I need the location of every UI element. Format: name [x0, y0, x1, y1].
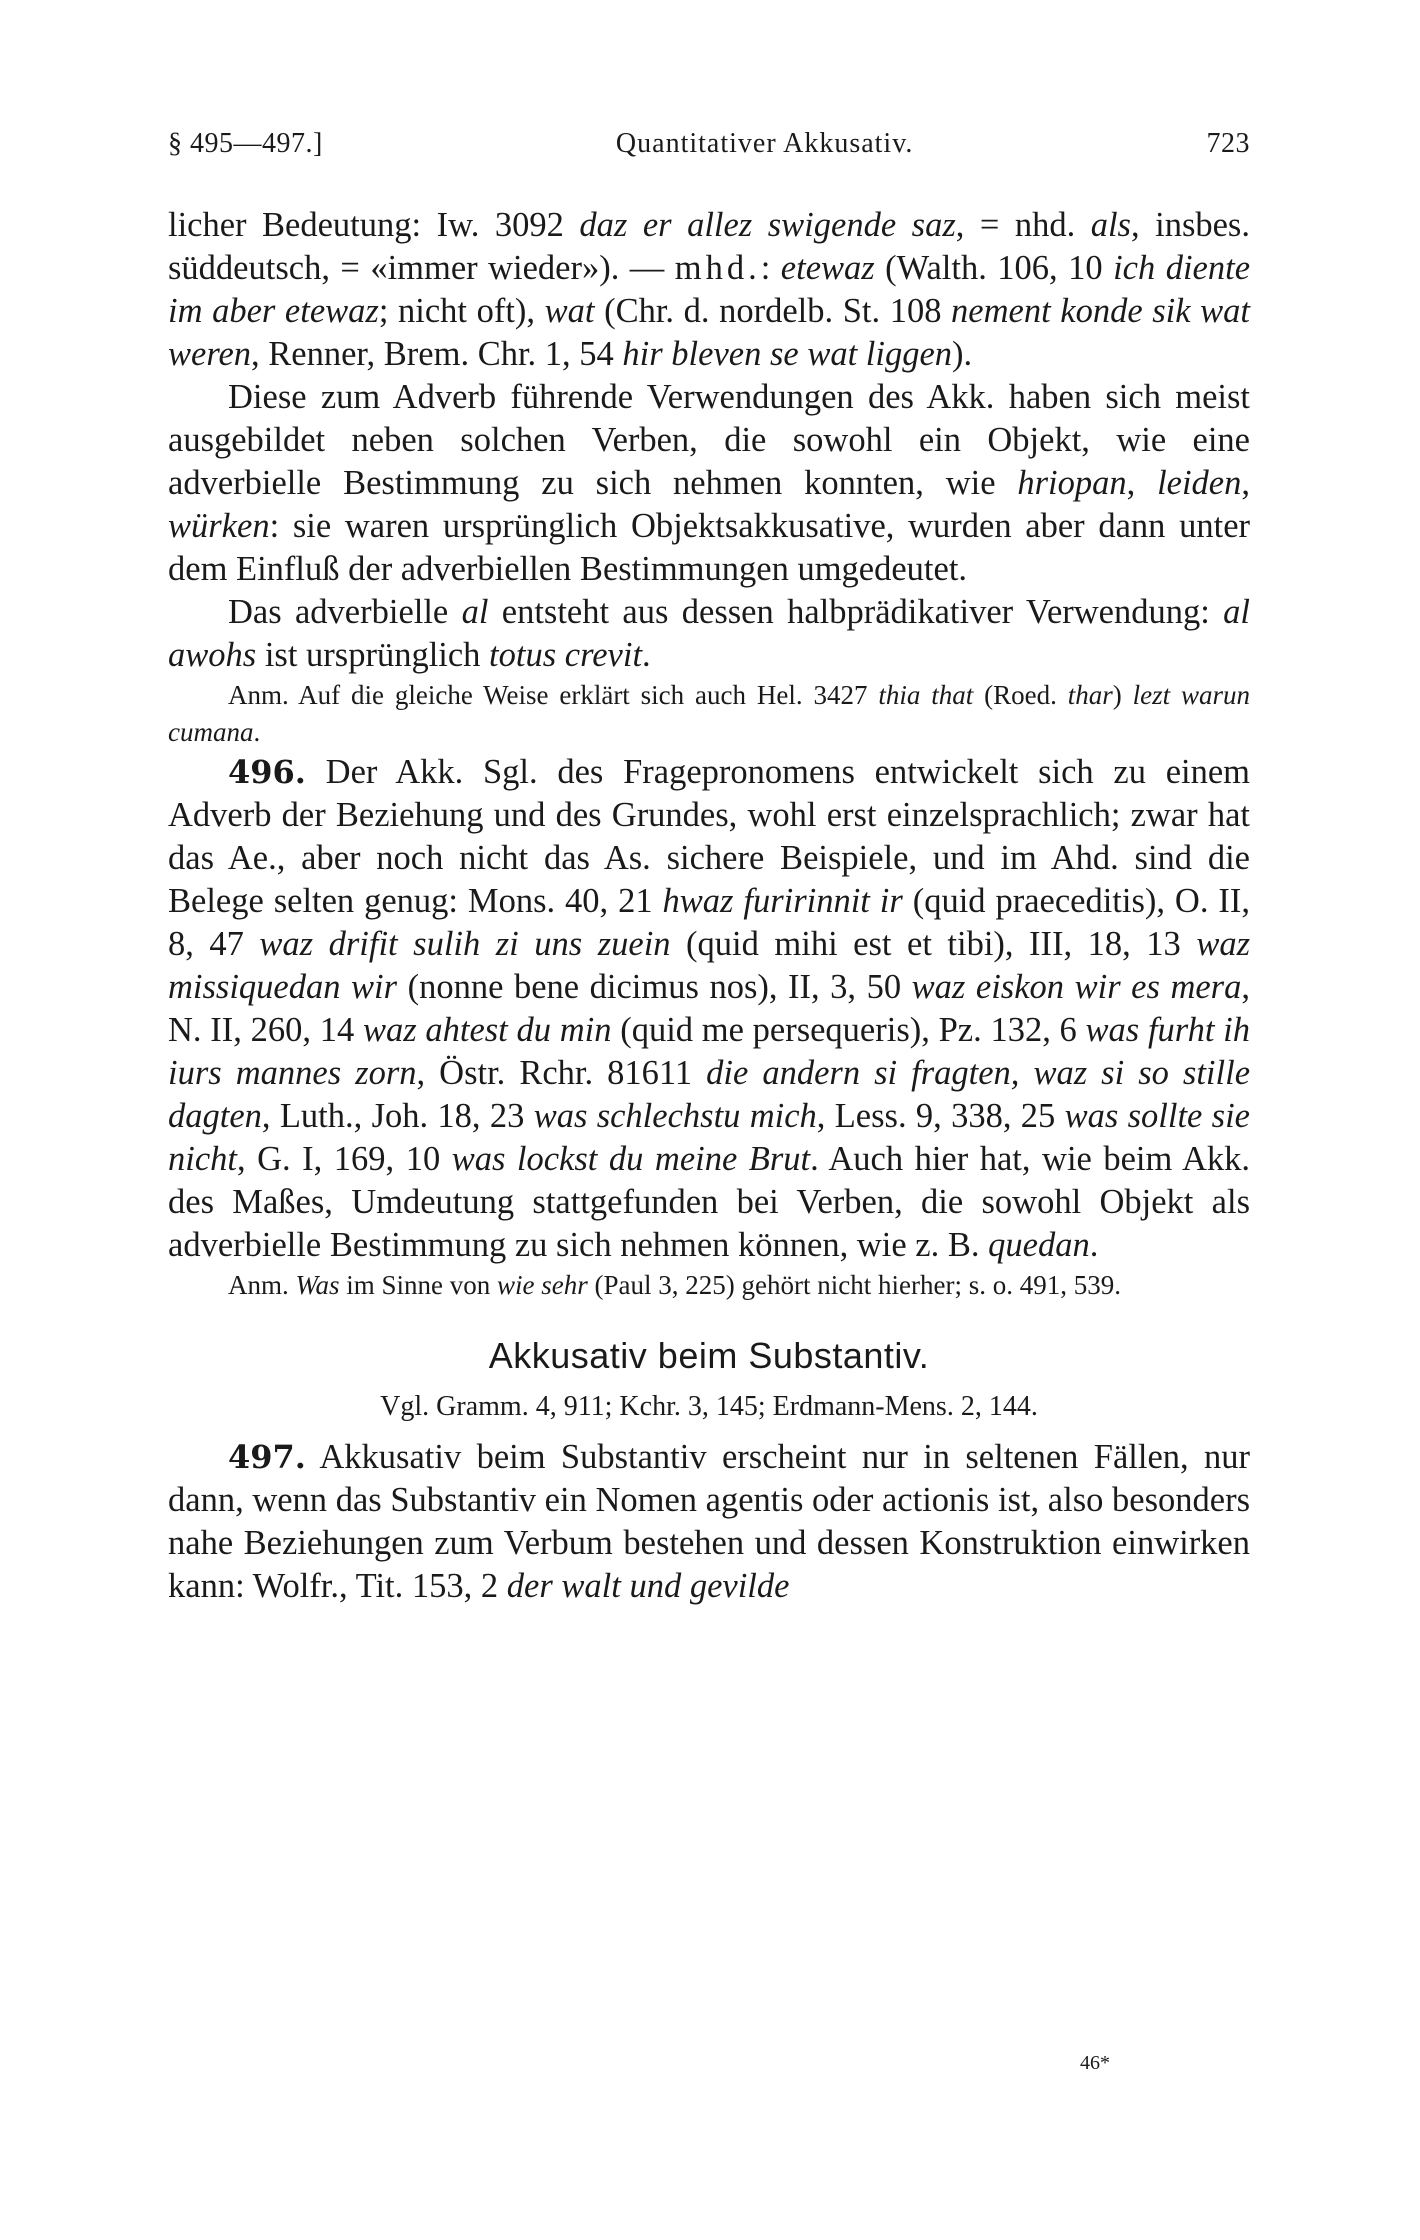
text-run: Das adverbielle: [228, 593, 462, 631]
text-run-italic: waz missiquedan wir: [168, 925, 1251, 1006]
text-run: , = nhd.: [955, 206, 1091, 244]
text-run-italic: leiden: [1157, 464, 1242, 502]
text-run: im Sinne von: [339, 1270, 498, 1300]
text-run-italic: würken: [168, 507, 270, 545]
section-497: [168, 1436, 1250, 1608]
text-run-italic: totus crevit: [489, 636, 643, 674]
section-heading: Akkusativ beim Substantiv.: [488, 1335, 930, 1376]
text-run: ist ursprünglich: [256, 636, 490, 674]
text-run-italic: nement konde sik wat weren: [168, 292, 1250, 373]
text-run-italic: al: [461, 593, 489, 631]
text-run: , G. I, 169, 10: [236, 1140, 452, 1178]
section-number: 497.: [228, 1438, 306, 1476]
text-run: .: [642, 636, 651, 674]
text-run: , Luth., Joh. 18, 23: [261, 1097, 534, 1135]
text-run-italic: lezt warun cumana: [168, 680, 1251, 747]
text-run-italic: waz ahtest du min: [362, 1011, 612, 1049]
text-run: (Roed.: [973, 680, 1068, 710]
text-run-italic: hwaz furirinnit ir: [662, 882, 903, 920]
paragraph-continuation: [168, 204, 1250, 376]
text-run: ).: [952, 335, 973, 373]
text-run: (quid praeceditis), O. II, 8, 47: [168, 882, 1250, 963]
text-run-italic: daz er allez swigende saz: [579, 206, 956, 244]
section-496: [168, 751, 1250, 1267]
text-run: ,: [1241, 464, 1250, 502]
text-run: .: [253, 717, 261, 747]
text-run: , insbes. süddeutsch, = «immer wieder»). —: [168, 206, 1250, 287]
text-run-italic: was schlechstu mich: [533, 1097, 817, 1135]
running-header: [168, 128, 1250, 160]
paragraph-adverb-verbs: [168, 376, 1250, 591]
text-run-italic: was lockst du meine Brut: [451, 1140, 811, 1178]
text-run: Akkusativ beim Substantiv erscheint nur in seltenen Fällen, nur dann, wenn das Substantiv ein Nomen agentis oder actionis ist, also besonders nahe Beziehungen zum Verbum bestehen und dessen Konstruktion einwirken kann: Wolfr., Tit. 153, 2: [168, 1438, 1250, 1605]
text-run: Der Akk. Sgl. des Fragepronomens entwickelt sich zu einem Adverb der Beziehung und des Grundes, wohl erst einzelsprachlich; zwar hat das Ae., aber noch nicht das As. sichere Beispiele, und im Ahd. sind die Belege selten genug: Mons. 40, 21: [168, 753, 1250, 920]
text-run-italic: etewaz: [780, 249, 875, 287]
text-run-italic: ich diente im aber etewaz: [168, 249, 1251, 330]
text-run: Anm.: [228, 1270, 296, 1300]
text-run-italic: wat: [544, 292, 595, 330]
reference-line: Vgl. Gramm. 4, 911; Kchr. 3, 145; Erdmann-Mens. 2, 144.: [380, 1391, 1038, 1422]
annotation-note: [168, 1267, 1250, 1304]
text-run: , Östr. Rchr. 81611: [416, 1054, 707, 1092]
text-run: ; nicht oft),: [378, 292, 545, 330]
text-run: (Walth. 106, 10: [874, 249, 1114, 287]
main-text: [168, 204, 1250, 1608]
text-run-italic: was furht ih iurs mannes zorn: [168, 1011, 1250, 1092]
text-run-italic: al awohs: [168, 593, 1250, 674]
running-title: Quantitativer Akkusativ.: [615, 128, 914, 159]
text-run-italic: Was: [295, 1270, 340, 1300]
text-run: Anm. Auf die gleiche Weise erklärt sich auch Hel. 3427: [228, 680, 879, 710]
text-run: . Auch hier hat, wie beim Akk. des Maßes, Umdeutung stattgefunden bei Verben, die sowohl Objekt als adverbielle Bestimmung zu sich nehmen können, wie z. B.: [168, 1140, 1250, 1264]
text-run: ,: [1126, 464, 1158, 502]
text-run: (quid mihi est et tibi), III, 18, 13: [670, 925, 1197, 963]
text-run: (quid me persequeris), Pz. 132, 6: [611, 1011, 1086, 1049]
text-run-italic: der walt und gevilde: [506, 1567, 790, 1605]
text-run: , Renner, Brem. Chr. 1, 54: [251, 335, 623, 373]
text-run: :: [760, 249, 781, 287]
text-run-italic: waz drifit sulih zi uns zuein: [259, 925, 671, 963]
text-run-spaced: mhd.: [674, 249, 761, 287]
text-run-italic: hir bleven se wat liggen: [622, 335, 953, 373]
text-run: .: [1089, 1226, 1099, 1264]
text-run-italic: quedan: [988, 1226, 1090, 1264]
text-run: (Chr. d. nordelb. St. 108: [594, 292, 952, 330]
text-run-italic: wie sehr: [497, 1270, 588, 1300]
text-run-italic: was sollte sie nicht: [168, 1097, 1250, 1178]
text-run: , N. II, 260, 14: [168, 968, 1250, 1049]
text-run-italic: die andern si fragten, waz si so stille dagten: [168, 1054, 1251, 1135]
text-run: , Less. 9, 338, 25: [816, 1097, 1065, 1135]
page-number: 723: [1206, 128, 1250, 159]
text-run-italic: thar: [1067, 680, 1113, 710]
text-run: (Paul 3, 225) gehört nicht hierher; s. o. 491, 539.: [587, 1270, 1121, 1300]
section-number: 496.: [228, 753, 306, 791]
text-run: entsteht aus dessen halbprädikativer Verwendung:: [488, 593, 1224, 631]
text-run-italic: als: [1090, 206, 1131, 244]
text-run-italic: hriopan: [1017, 464, 1127, 502]
section-range: § 495—497.]: [168, 128, 323, 159]
text-run: licher Bedeutung: Iw. 3092: [168, 206, 580, 244]
annotation-note: [168, 677, 1250, 751]
printer-signature: 46*: [1080, 2052, 1110, 2074]
text-run-italic: waz eiskon wir es mera: [911, 968, 1242, 1006]
paragraph-al: [168, 591, 1250, 677]
text-run: : sie waren ursprünglich Objektsakkusative, wurden aber dann unter dem Einfluß der adverbiellen Bestimmungen umgedeutet.: [168, 507, 1250, 588]
text-run: Diese zum Adverb führende Verwendungen des Akk. haben sich meist ausgebildet neben solchen Verben, die sowohl ein Objekt, wie eine adverbielle Bestimmung zu sich nehmen konnten, wie: [168, 378, 1250, 502]
text-run-italic: thia that: [878, 680, 974, 710]
text-run: ): [1112, 680, 1133, 710]
text-run: (nonne bene dicimus nos), II, 3, 50: [397, 968, 912, 1006]
